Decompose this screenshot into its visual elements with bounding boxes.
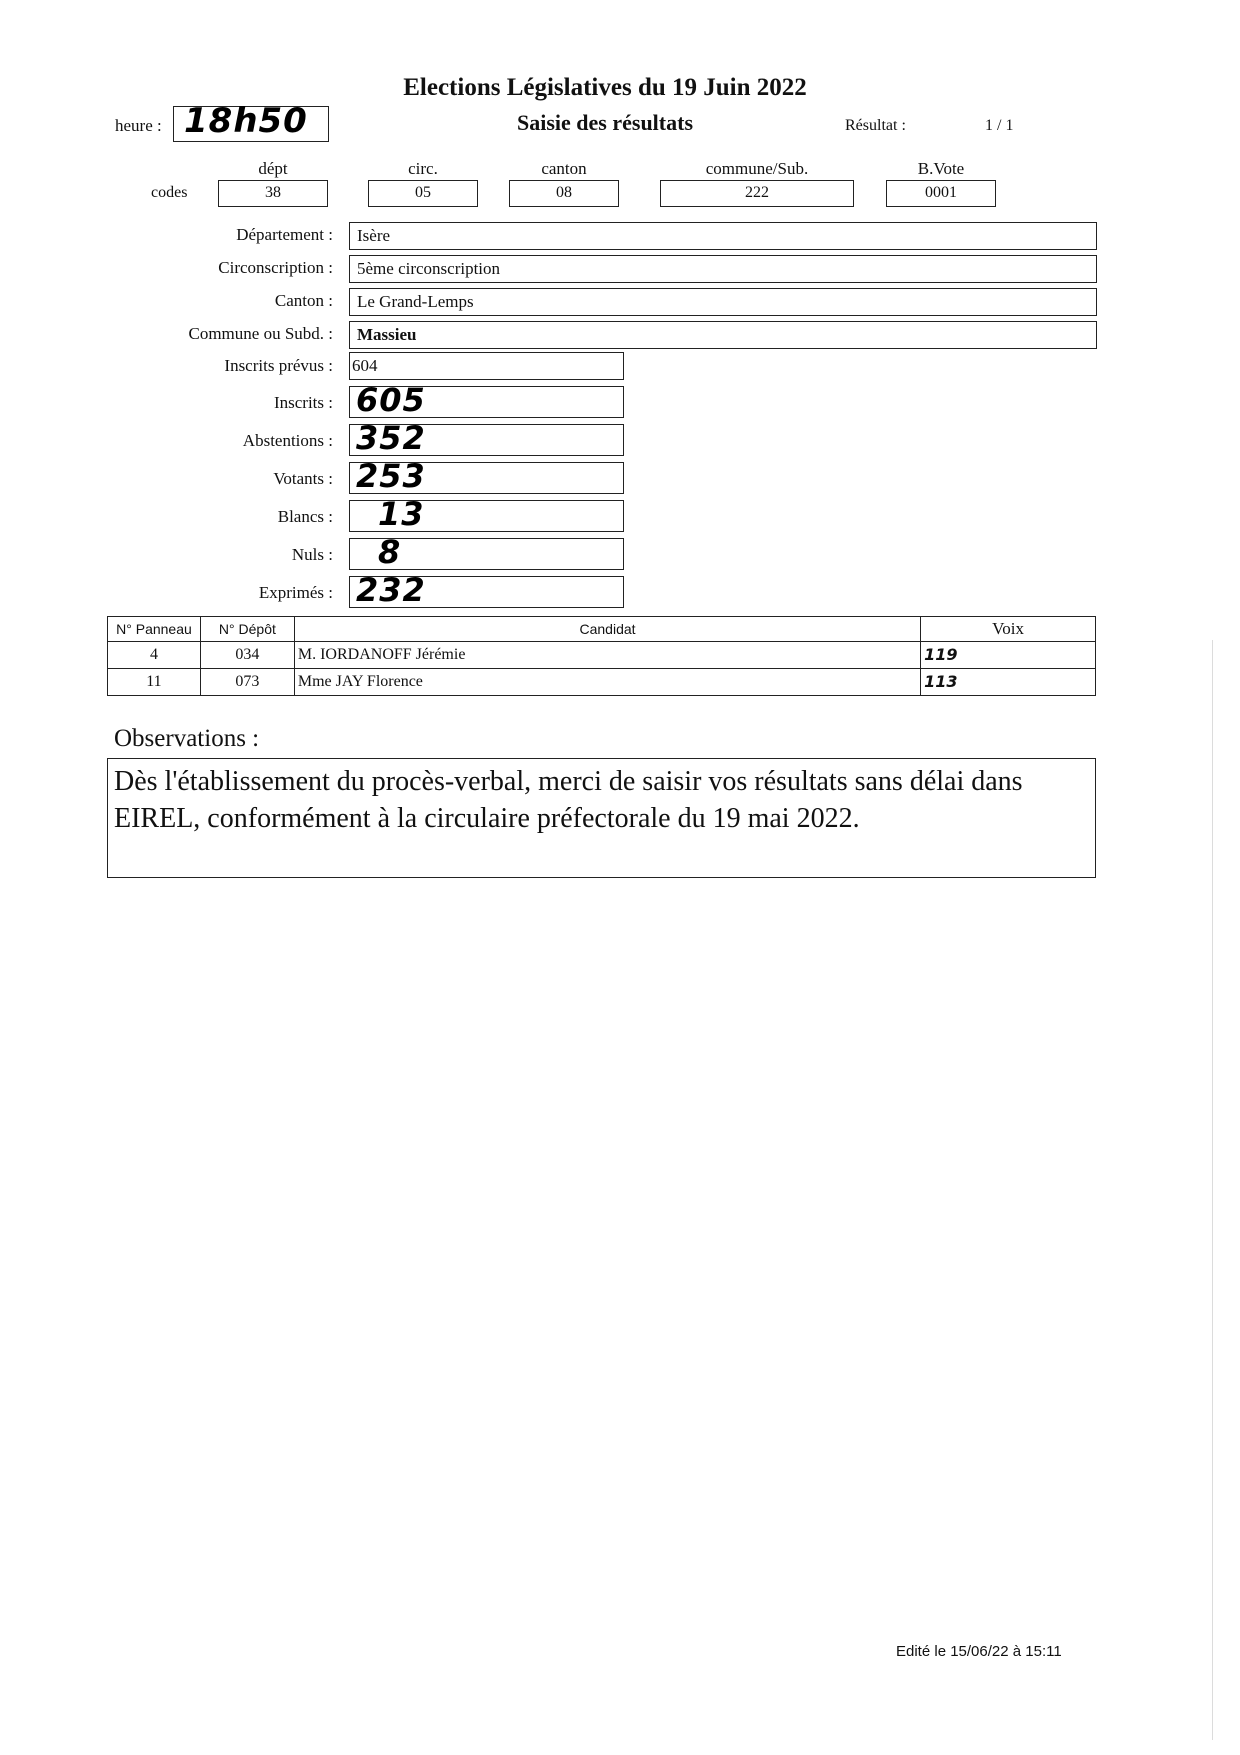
resultat-value: 1 / 1 — [985, 117, 1014, 134]
blancs-label: Blancs : — [277, 507, 333, 526]
nuls-field[interactable] — [349, 533, 624, 571]
col-candidat-header: Candidat — [294, 617, 920, 642]
row-depot: 073 — [200, 669, 294, 696]
canton-code-label: canton — [541, 159, 587, 178]
row-candidat: Mme JAY Florence — [294, 669, 920, 696]
votants-value: 253 — [356, 457, 426, 495]
votants-label: Votants : — [273, 469, 333, 488]
abstentions-value: 352 — [356, 419, 426, 457]
circonscription-field[interactable]: 5ème circonscription — [349, 255, 1097, 283]
commune-field[interactable]: Massieu — [349, 321, 1097, 349]
observations-field[interactable]: Dès l'établissement du procès-verbal, merci de saisir vos résultats sans délai dans EIREL, conformément à la circulaire préfectorale du 19 mai 2022. — [107, 758, 1096, 878]
edited-timestamp: Edité le 15/06/22 à 15:11 — [896, 1643, 1062, 1660]
bvote-code-label: B.Vote — [917, 159, 965, 178]
inscrits-label: Inscrits : — [273, 393, 333, 412]
heure-label: heure : — [115, 116, 162, 135]
commune-code-field[interactable]: 222 — [660, 180, 854, 207]
page-subtitle: Saisie des résultats — [517, 110, 693, 135]
commune-label: Commune ou Subd. : — [188, 324, 333, 343]
codes-label: codes — [151, 184, 188, 201]
observations-label: Observations : — [114, 725, 260, 752]
circonscription-label: Circonscription : — [218, 258, 333, 277]
canton-field[interactable]: Le Grand-Lemps — [349, 288, 1097, 316]
table-header-row — [108, 617, 1096, 642]
table-row — [108, 642, 1096, 669]
nuls-value: 8 — [378, 533, 402, 571]
abstentions-field[interactable] — [349, 419, 624, 457]
row-candidat: M. IORDANOFF Jérémie — [294, 642, 920, 669]
departement-label: Département : — [236, 225, 333, 244]
canton-code-field[interactable]: 08 — [509, 180, 619, 207]
commune-code-label: commune/Sub. — [705, 159, 809, 178]
col-panneau-header: N° Panneau — [108, 617, 201, 642]
exprimes-label: Exprimés : — [258, 583, 333, 602]
canton-label: Canton : — [274, 291, 333, 310]
row-panneau: 4 — [108, 642, 201, 669]
blancs-value: 13 — [378, 495, 425, 533]
row-voix[interactable]: 113 — [921, 669, 1096, 696]
row-depot: 034 — [200, 642, 294, 669]
scan-edge-line — [1212, 640, 1213, 1740]
blancs-field[interactable] — [349, 495, 624, 533]
dept-code-label: dépt — [258, 159, 288, 178]
bvote-code-field[interactable]: 0001 — [886, 180, 996, 207]
exprimes-value: 232 — [356, 571, 426, 609]
circ-code-label: circ. — [408, 159, 438, 178]
table-row — [108, 669, 1096, 696]
heure-field[interactable] — [173, 101, 329, 142]
inscrits-prevus-label: Inscrits prévus : — [224, 356, 333, 375]
inscrits-prevus-field[interactable]: 604 — [349, 352, 624, 380]
nuls-label: Nuls : — [291, 545, 333, 564]
candidates-table — [107, 616, 1096, 696]
col-voix-header: Voix — [921, 617, 1096, 642]
exprimes-field[interactable] — [349, 571, 624, 609]
votants-field[interactable] — [349, 457, 624, 495]
row-panneau: 11 — [108, 669, 201, 696]
resultat-label: Résultat : — [845, 117, 906, 134]
circ-code-field[interactable]: 05 — [368, 180, 478, 207]
heure-value: 18h50 — [184, 101, 308, 141]
inscrits-value: 605 — [356, 381, 426, 419]
abstentions-label: Abstentions : — [242, 431, 333, 450]
departement-field[interactable]: Isère — [349, 222, 1097, 250]
dept-code-field[interactable]: 38 — [218, 180, 328, 207]
col-depot-header: N° Dépôt — [200, 617, 294, 642]
row-voix[interactable]: 119 — [921, 642, 1096, 669]
page-title: Elections Législatives du 19 Juin 2022 — [403, 74, 807, 101]
inscrits-field[interactable] — [349, 381, 624, 419]
